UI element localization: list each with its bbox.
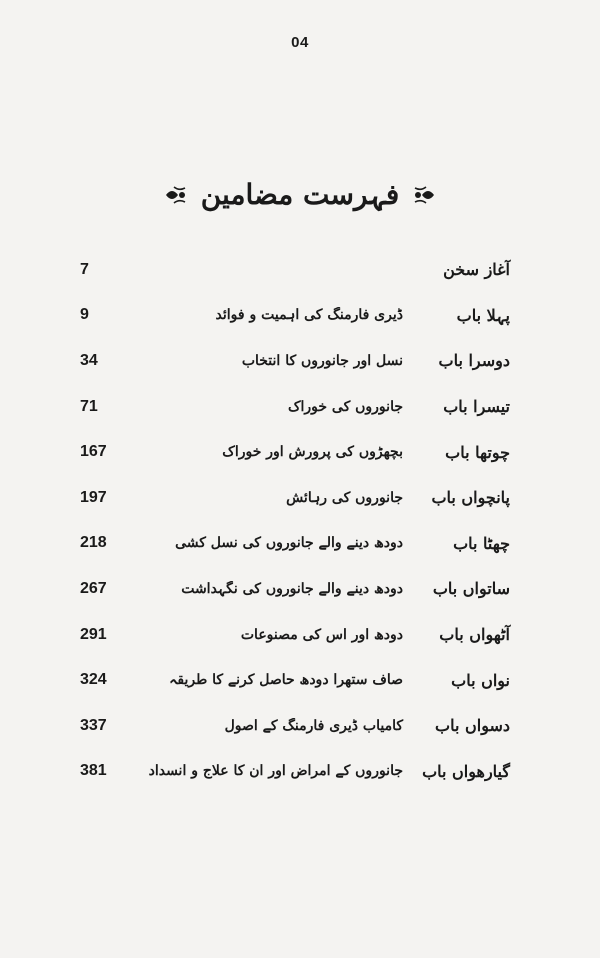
ornament-left-icon xyxy=(163,182,189,208)
toc-row xyxy=(80,566,510,612)
toc-title: جانوروں کی رہائش xyxy=(286,489,403,506)
toc-chapter: دوسرا باب xyxy=(438,351,510,371)
toc-chapter: چھٹا باب xyxy=(453,533,510,553)
toc-chapter: تیسرا باب xyxy=(443,397,510,417)
toc-title: دودھ دینے والے جانوروں کی نسل کشی xyxy=(175,535,403,552)
toc-page-number: 267 xyxy=(80,579,107,597)
toc-page-number: 218 xyxy=(80,534,107,552)
toc-title: نسل اور جانوروں کا انتخاب xyxy=(241,352,403,369)
toc-title: کامیاب ڈیری فارمنگ کے اصول xyxy=(224,717,403,734)
toc-row xyxy=(80,657,510,703)
toc-page-number: 324 xyxy=(80,671,107,689)
toc-chapter: گیارھواں باب xyxy=(422,761,510,781)
toc-row xyxy=(80,338,510,384)
toc-chapter: پہلا باب xyxy=(456,305,510,325)
toc-title: دودھ دینے والے جانوروں کی نگہداشت xyxy=(181,580,403,597)
toc-list xyxy=(80,247,510,794)
toc-page-number: 337 xyxy=(80,716,107,734)
toc-row xyxy=(80,429,510,475)
toc-page-number: 291 xyxy=(80,625,107,643)
toc-title: فہرست مضامین xyxy=(200,178,400,211)
toc-title: ڈیری فارمنگ کی اہمیت و فوائد xyxy=(215,307,403,324)
toc-title: دودھ اور اس کی مصنوعات xyxy=(240,626,403,643)
toc-page-number: 34 xyxy=(80,351,98,369)
toc-row xyxy=(80,749,510,795)
toc-title: صاف ستھرا دودھ حاصل کرنے کا طریقہ xyxy=(169,672,403,689)
toc-row xyxy=(80,247,510,293)
toc-chapter: نواں باب xyxy=(451,670,510,690)
toc-row xyxy=(80,612,510,658)
toc-chapter: پانچواں باب xyxy=(431,488,510,508)
toc-chapter: چوتھا باب xyxy=(445,442,510,462)
toc-title: جانوروں کے امراض اور ان کا علاج و انسداد xyxy=(148,763,403,780)
toc-page-number: 7 xyxy=(80,260,89,278)
toc-row xyxy=(80,703,510,749)
toc-title: جانوروں کی خوراک xyxy=(287,398,403,415)
toc-heading xyxy=(0,178,600,211)
page-number: 04 xyxy=(291,34,309,51)
toc-page-number: 71 xyxy=(80,397,98,415)
toc-row xyxy=(80,475,510,521)
toc-chapter: دسواں باب xyxy=(435,716,510,736)
toc-row xyxy=(80,521,510,567)
toc-page-number: 197 xyxy=(80,488,107,506)
toc-row xyxy=(80,384,510,430)
toc-chapter: ساتواں باب xyxy=(432,579,510,599)
toc-page-number: 381 xyxy=(80,762,107,780)
ornament-right-icon xyxy=(411,182,437,208)
toc-chapter: آغاز سخن xyxy=(443,260,510,280)
toc-row xyxy=(80,293,510,339)
toc-title: بچھڑوں کی پرورش اور خوراک xyxy=(222,444,403,461)
toc-chapter: آٹھواں باب xyxy=(439,625,510,645)
toc-page-number: 9 xyxy=(80,306,89,324)
toc-page-number: 167 xyxy=(80,443,107,461)
